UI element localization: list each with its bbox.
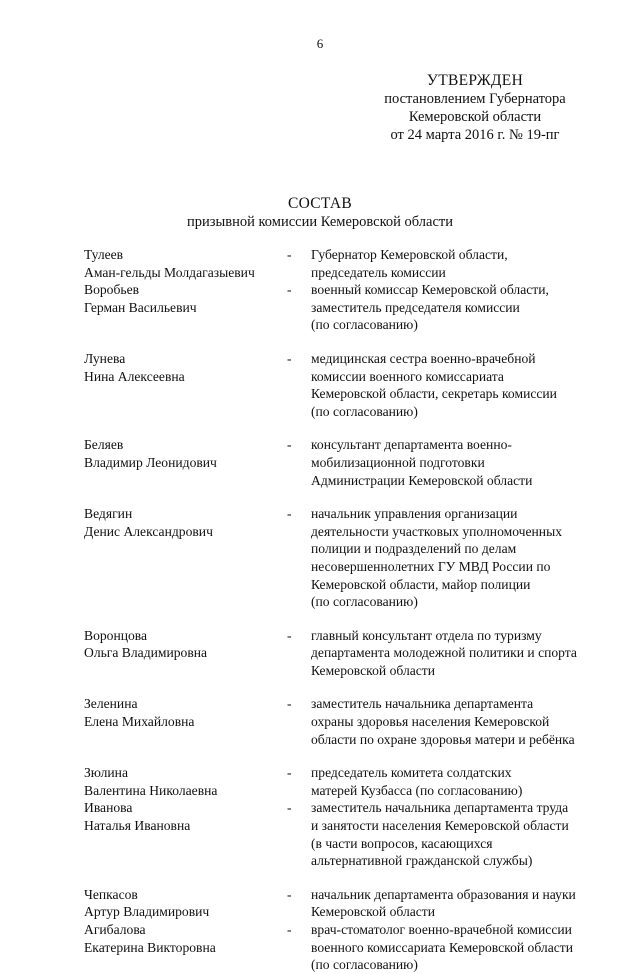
member-name <box>84 246 287 281</box>
member-name <box>84 350 287 420</box>
member-given-name: Аман-гельды Молдагазыевич <box>84 264 255 280</box>
member-role: главный консультант отдела по туризму департамента молодежной политики и спорта Кемеровской области <box>311 627 577 678</box>
approval-line-1: постановлением Губернатора <box>384 91 566 107</box>
member-dash: - <box>287 247 292 262</box>
member-surname: Тулеев <box>84 247 124 262</box>
member-role: заместитель начальника департамента труда и занятости населения Кемеровской области (в части вопросов, касающихся альтернативной гражданской службы) <box>311 800 569 869</box>
member-row <box>84 436 614 489</box>
member-dash: - <box>287 282 292 298</box>
member-dash: - <box>287 696 292 712</box>
member-given-name: Екатерина Викторовна <box>84 939 216 955</box>
member-name <box>84 436 287 489</box>
member-given-name: Денис Александрович <box>84 523 213 539</box>
member-surname: Агибалова <box>84 922 146 937</box>
member-row <box>84 627 614 680</box>
member-surname: Воробьев <box>84 282 140 298</box>
approval-title: УТВЕРЖДЕН <box>426 72 524 89</box>
member-dash: - <box>287 765 292 781</box>
page-number: 6 <box>316 36 324 51</box>
member-name <box>84 764 287 799</box>
member-role: военный комиссар Кемеровской области, заместитель председателя комиссии (по согласованию) <box>311 282 549 333</box>
member-surname: Иванова <box>84 800 133 816</box>
document-title: СОСТАВ <box>287 195 353 212</box>
member-surname: Зюлина <box>84 765 128 781</box>
member-given-name: Ольга Владимировна <box>84 645 208 661</box>
member-given-name: Наталья Ивановна <box>84 818 191 834</box>
member-role: врач-стоматолог военно-врачебной комиссии военного комиссариата Кемеровской области (по согласованию) <box>311 922 573 973</box>
approval-line-2: Кемеровской области <box>408 109 542 125</box>
member-dash: - <box>287 800 292 816</box>
document-subtitle: призывной комиссии Кемеровской области <box>187 214 453 230</box>
member-name <box>84 799 287 869</box>
approval-stamp <box>360 72 590 144</box>
member-role: консультант департамента военно- мобилизационной подготовки Администрации Кемеровской области <box>311 437 533 488</box>
member-row <box>84 246 614 281</box>
member-role: Губернатор Кемеровской области, председатель комиссии <box>311 247 508 280</box>
member-surname: Лунева <box>84 350 126 366</box>
member-row <box>84 695 614 748</box>
member-role: начальник департамента образования и науки Кемеровской области <box>311 886 576 920</box>
member-given-name: Герман Васильевич <box>84 299 197 315</box>
member-surname: Воронцова <box>84 627 148 643</box>
member-row <box>84 799 614 869</box>
member-role: председатель комитета солдатских матерей Кузбасса (по согласованию) <box>311 765 523 798</box>
member-dash: - <box>287 886 292 902</box>
members-list <box>84 246 614 974</box>
member-row <box>84 505 614 611</box>
member-name <box>84 921 287 974</box>
member-role: начальник управления организации деятельности участковых уполномоченных полиции и подразделений по делам несовершеннолетних ГУ МВД России по Кемеровской области, майор полиции (по согласованию) <box>311 506 562 610</box>
member-role: заместитель начальника департамента охраны здоровья населения Кемеровской области по охране здоровья матери и ребёнка <box>311 696 575 747</box>
member-row <box>84 764 614 799</box>
member-surname: Зеленина <box>84 696 138 712</box>
member-dash: - <box>287 506 292 522</box>
member-dash: - <box>287 437 292 453</box>
member-surname: Ведягин <box>84 506 133 522</box>
member-name <box>84 281 287 334</box>
member-dash: - <box>287 627 292 643</box>
member-dash: - <box>287 922 292 937</box>
member-row <box>84 921 614 974</box>
member-given-name: Елена Михайловна <box>84 714 195 730</box>
member-row <box>84 350 614 420</box>
member-given-name: Артур Владимирович <box>84 904 210 920</box>
member-surname: Беляев <box>84 437 124 453</box>
member-surname: Чепкасов <box>84 886 138 902</box>
document-title-block <box>0 194 640 232</box>
member-name <box>84 627 287 680</box>
member-role: медицинская сестра военно-врачебной комиссии военного комиссариата Кемеровской области, секретарь комиссии (по согласованию) <box>311 350 557 419</box>
member-given-name: Валентина Николаевна <box>84 782 218 798</box>
member-name <box>84 886 287 921</box>
member-given-name: Владимир Леонидович <box>84 454 217 470</box>
member-row <box>84 281 614 334</box>
approval-line-3: от 24 марта 2016 г. № 19-пг <box>390 127 560 143</box>
member-row <box>84 886 614 921</box>
member-name <box>84 695 287 748</box>
member-name <box>84 505 287 611</box>
member-dash: - <box>287 350 292 366</box>
member-given-name: Нина Алексеевна <box>84 368 185 384</box>
